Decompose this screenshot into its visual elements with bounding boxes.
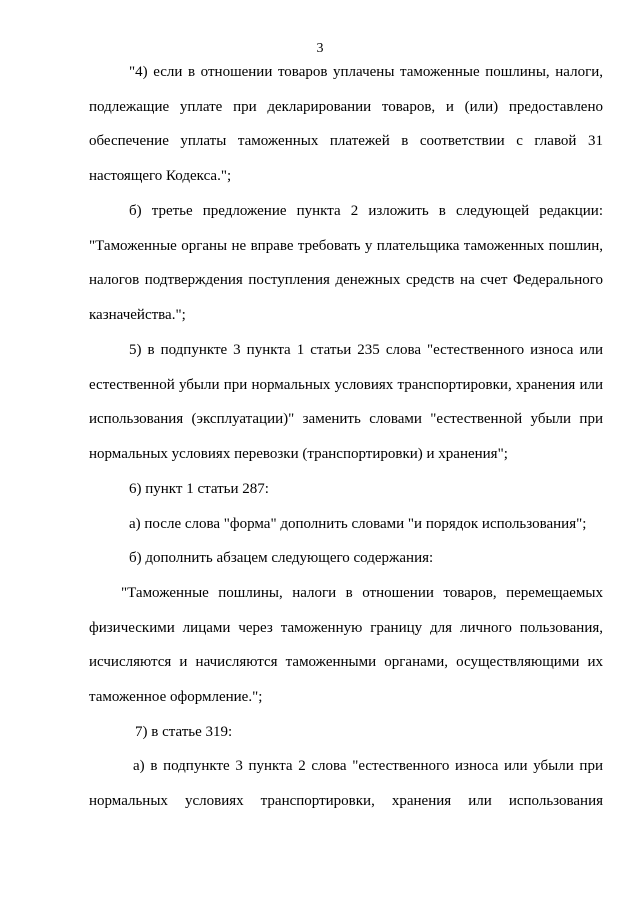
paragraph-clause-4: "4) если в отношении товаров уплачены таможенные пошлины, налоги, подлежащие уплате при декларировании товаров, и (или) предоставлено обеспечение уплаты таможенных платежей в соответствии с главой 31 настоящего Кодекса."; (89, 64, 603, 184)
paragraph-item-7: 7) в статье 319: (135, 724, 233, 740)
paragraph-quoted-text: "Таможенные пошлины, налоги в отношении товаров, перемещаемых физическими лицами через таможенную границу для личного пользования, исчисляются и начисляются таможенными органами, осуществляющими их таможенное оформление."; (89, 585, 603, 705)
paragraph-clause-b-sentence: б) третье предложение пункта 2 изложить в следующей редакции: "Таможенные органы не вправе требовать у плательщика таможенных пошлин, налогов подтверждения поступления денежных средств на счет Федерального казначейства."; (89, 203, 603, 323)
paragraph-item-7-a: а) в подпункте 3 пункта 2 слова "естественного износа или убыли при нормальных условиях транспортировки, хранения или использования (89, 758, 603, 809)
paragraph-item-6-a: а) после слова "форма" дополнить словами "и порядок использования"; (129, 516, 587, 532)
paragraph-item-6: 6) пункт 1 статьи 287: (129, 481, 269, 497)
paragraph-item-5: 5) в подпункте 3 пункта 1 статьи 235 слова "естественного износа или естественной убыли при нормальных условиях транспортировки, хранения или использования (эксплуатации)" заменить словами "естественной убыли при нормальных условиях перевозки (транспортировки) и хранения"; (89, 342, 603, 462)
page-number: 3 (316, 41, 324, 56)
paragraph-item-6-b: б) дополнить абзацем следующего содержания: (129, 550, 434, 566)
